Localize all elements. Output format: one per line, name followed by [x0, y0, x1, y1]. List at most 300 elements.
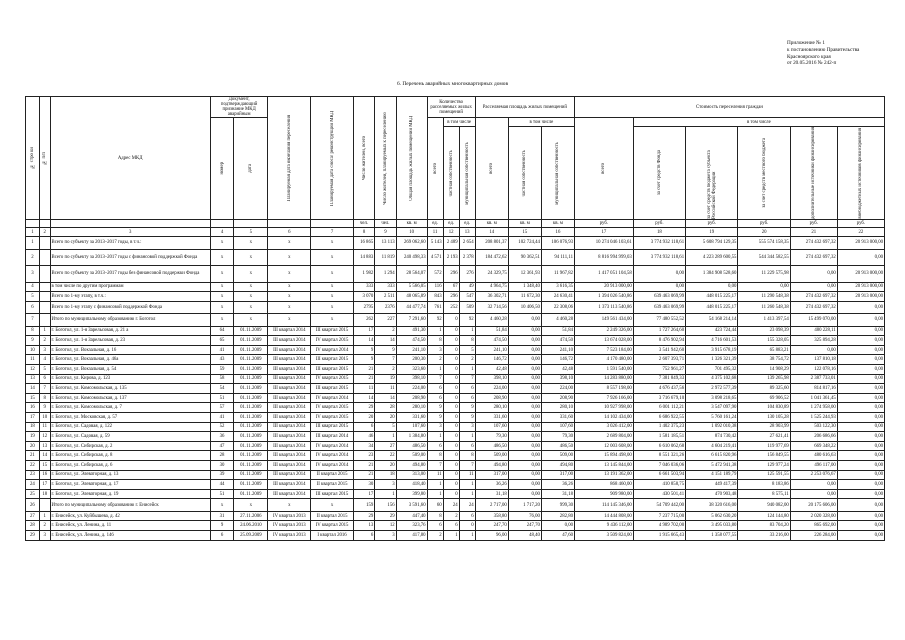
table-row — [26, 374, 885, 384]
table-cell: 480 616,63 — [790, 451, 837, 461]
table-cell: 18 — [26, 422, 40, 432]
table-cell: 4 989 702,00 — [633, 521, 685, 531]
table-cell: 2 654 — [459, 237, 475, 250]
col-header-area-private: частная собственность — [508, 127, 541, 220]
table-cell: 8 — [459, 336, 475, 346]
table-cell: 47 — [210, 441, 234, 451]
table-cell: x — [234, 499, 268, 512]
table-cell: 14 908,29 — [738, 365, 790, 375]
table-cell: 13 — [353, 521, 374, 531]
table-cell: 317,00 — [475, 470, 508, 480]
table-cell: 761 — [427, 301, 443, 314]
table-cell: 24 — [443, 499, 459, 512]
table-cell: 313,00 — [396, 470, 427, 480]
col-header-cost-total: всего — [575, 118, 634, 220]
table-cell: 11 819 — [375, 249, 396, 266]
address-cell: г. Боготол, ул. Вокзальная, д. 46а — [50, 355, 210, 365]
table-cell: 13 191 362,00 — [575, 470, 634, 480]
table-row — [26, 451, 885, 461]
table-cell: 2 249 326,00 — [575, 326, 634, 336]
table-cell: 418,40 — [396, 480, 427, 490]
table-cell: 54 709 442,00 — [633, 499, 685, 512]
table-cell: 7 — [427, 374, 443, 384]
col-header-residents-planned: Число жителей, планируемых к переселению — [375, 97, 396, 220]
table-cell: 10 927 998,00 — [575, 403, 634, 413]
table-cell: 868 460,00 — [575, 480, 634, 490]
table-cell: 20 175 606,00 — [790, 499, 837, 512]
table-cell: III квартал 2014 — [268, 422, 311, 432]
table-cell: 01.11.2009 — [234, 365, 268, 375]
table-cell: 2 387 733,01 — [790, 374, 837, 384]
table-cell: 6 — [353, 531, 374, 541]
table-cell: 76,00 — [508, 511, 541, 521]
table-cell: 01.11.2009 — [234, 384, 268, 394]
table-cell: 2 253 076,67 — [790, 470, 837, 480]
table-cell: 7 — [26, 314, 40, 327]
table-cell: 2 689 804,00 — [575, 432, 634, 442]
table-cell: 64 — [210, 326, 234, 336]
table-cell: 296 — [443, 292, 459, 302]
address-cell: г. Боготол, ул. 1-я Зарельсовая, д. 23 — [50, 336, 210, 346]
table-cell: 2 — [39, 336, 50, 346]
table-cell: 0 — [443, 374, 459, 384]
table-cell: 8 — [459, 451, 475, 461]
table-cell: 208,90 — [541, 393, 574, 403]
table-cell: 4 571 — [427, 249, 443, 266]
table-cell — [39, 314, 50, 327]
table-cell: 1 — [375, 432, 396, 442]
address-cell: г. Боготол, ул. Комсомольская, д. 135 — [50, 384, 210, 394]
address-cell: Всего по 1-му этапу с финансовой поддержкой Фонда — [50, 301, 210, 314]
address-cell: Всего по субъекту за 2013–2017 годы, в т.ч.: — [50, 237, 210, 250]
table-cell: 323,60 — [396, 365, 427, 375]
table-cell: 38 320 616,00 — [686, 499, 738, 512]
table-cell: 2795 — [353, 301, 374, 314]
table-cell: 0,00 — [837, 521, 884, 531]
table-cell: 9 — [459, 403, 475, 413]
col-header-planned-demolish: Планируемая дата сноса/ реконструкции МКД — [311, 97, 354, 220]
col-header-npp: № п/п — [39, 97, 50, 220]
table-cell: 01.11.2009 — [234, 413, 268, 423]
table-cell: 247,70 — [508, 521, 541, 531]
table-cell: 107,60 — [541, 422, 574, 432]
table-cell: 3 — [39, 345, 50, 355]
table-cell: 0 — [443, 355, 459, 365]
table-cell: 6 615 820,96 — [686, 451, 738, 461]
table-cell: 10 — [26, 345, 40, 355]
table-cell: 0,00 — [508, 470, 541, 480]
table-title: 6. Перечень аварийных многоквартирных домов — [396, 81, 509, 87]
table-cell: 92 — [427, 314, 443, 327]
column-number-cell: 4 — [210, 228, 234, 237]
table-cell: 83 704,20 — [738, 521, 790, 531]
table-body — [26, 237, 885, 541]
col-header-area-incl: в том числе — [508, 118, 574, 127]
table-cell: 0,00 — [508, 374, 541, 384]
table-cell: 1 — [459, 489, 475, 499]
table-cell: 5 — [26, 292, 40, 302]
table-cell: 6 — [427, 521, 443, 531]
table-cell: 1 — [26, 237, 40, 250]
table-cell: 01.11.2009 — [234, 451, 268, 461]
table-cell: 47,60 — [541, 531, 574, 541]
table-cell: 0,00 — [837, 511, 884, 521]
table-cell: 54 168 214,14 — [686, 314, 738, 327]
table-cell: 208,90 — [475, 393, 508, 403]
col-header-row-num: № стро ки — [26, 97, 40, 220]
table-cell: 65 883,21 — [738, 345, 790, 355]
table-cell: 410 858,75 — [633, 480, 685, 490]
table-row — [26, 292, 885, 302]
address-cell: г. Боготол, ул. Элеваторная, д. 19 — [50, 489, 210, 499]
table-cell: 156 849,55 — [738, 451, 790, 461]
table-cell: 01.11.2009 — [234, 480, 268, 490]
table-cell: 1 294 — [375, 266, 396, 283]
table-cell: x — [234, 249, 268, 266]
table-cell: 3 — [375, 480, 396, 490]
table-cell: 33 216,00 — [738, 531, 790, 541]
unit-cell: руб. — [575, 220, 634, 228]
table-row — [26, 249, 885, 266]
table-cell: 0 — [443, 432, 459, 442]
table-row — [26, 384, 885, 394]
table-cell: 42,48 — [475, 365, 508, 375]
table-cell: 44 477,74 — [396, 301, 427, 314]
table-cell: x — [268, 237, 311, 250]
col-header-residents: Число жителей, всего — [353, 97, 374, 220]
table-cell: x — [210, 301, 234, 314]
table-cell: x — [210, 314, 234, 327]
table-cell: 2 489 — [443, 237, 459, 250]
unit-cell: ед. — [459, 220, 475, 228]
table-cell: 331,60 — [475, 413, 508, 423]
table-cell: 6 — [459, 441, 475, 451]
table-cell: 129 977,24 — [738, 461, 790, 471]
table-cell: x — [210, 266, 234, 283]
table-cell: 0,00 — [508, 355, 541, 365]
table-cell: 4 676 437,56 — [633, 384, 685, 394]
table-cell: 139 265,98 — [738, 374, 790, 384]
table-cell: 49 — [459, 282, 475, 292]
table-cell: 0,00 — [508, 432, 541, 442]
table-cell: 1 525 244,93 — [790, 413, 837, 423]
table-cell: x — [234, 282, 268, 292]
table-cell: 1 — [459, 480, 475, 490]
table-cell: 0,00 — [837, 301, 884, 314]
table-cell: 0,00 — [633, 266, 685, 283]
table-cell: 24 630,41 — [541, 292, 574, 302]
table-cell: 1 — [427, 489, 443, 499]
table-cell: x — [210, 292, 234, 302]
table-cell: 36,26 — [475, 480, 508, 490]
table-cell: 8 575,11 — [738, 489, 790, 499]
table-cell: 20 913 000,00 — [837, 282, 884, 292]
col-header-nonbudget: внебюджетных источников финансирования — [837, 127, 884, 220]
table-cell: 01.11.2009 — [234, 470, 268, 480]
table-cell: 1 384 908 528,60 — [686, 266, 738, 283]
table-cell: 31 — [210, 511, 234, 521]
table-cell: 4 460,28 — [541, 314, 574, 327]
table-cell: 9 — [210, 521, 234, 531]
table-cell: 21 — [353, 365, 374, 375]
table-cell: III квартал 2014 — [268, 374, 311, 384]
table-cell: 106 076,93 — [541, 237, 574, 250]
table-row — [26, 355, 885, 365]
table-cell: 41 — [210, 413, 234, 423]
table-cell: 13 145 844,00 — [575, 461, 634, 471]
table-cell: 7 — [427, 461, 443, 471]
table-cell: 15 499 070,00 — [790, 314, 837, 327]
table-cell: 814 817,16 — [790, 384, 837, 394]
table-cell: 269 062,60 — [396, 237, 427, 250]
table-cell: 0,00 — [790, 266, 837, 283]
table-cell: 1 — [459, 531, 475, 541]
unit-cell: руб. — [790, 220, 837, 228]
table-cell: 447,40 — [396, 511, 427, 521]
table-row — [26, 282, 885, 292]
table-cell: 1 358 077,55 — [686, 531, 738, 541]
address-cell: г. Енисейск, ул. Ленина, д. 146 — [50, 531, 210, 541]
col-header-planned-end: Планируемая дата окончания переселения — [268, 97, 311, 220]
table-cell: IV квартал 2015 — [311, 374, 354, 384]
table-cell: 0,00 — [837, 384, 884, 394]
table-cell: 12 — [26, 365, 40, 375]
table-cell: 7 523 184,00 — [575, 345, 634, 355]
table-cell: 0,00 — [508, 393, 541, 403]
table-cell: 398,10 — [475, 374, 508, 384]
table-cell: 26 — [26, 499, 40, 512]
table-row — [26, 336, 885, 346]
table-row — [26, 365, 885, 375]
table-cell: 3 591,60 — [396, 499, 427, 512]
address-cell: г. Боготол, ул. Кирова, д. 123 — [50, 374, 210, 384]
table-cell: III квартал 2014 — [268, 403, 311, 413]
table-cell: 4 223 289 600,55 — [686, 249, 738, 266]
table-cell: 2 — [39, 521, 50, 531]
table-cell: 17 — [26, 413, 40, 423]
table-cell: 1 — [39, 511, 50, 521]
table-cell: x — [268, 314, 311, 327]
table-row — [26, 441, 885, 451]
column-number-cell: 21 — [790, 228, 837, 237]
table-cell: 280,10 — [541, 403, 574, 413]
table-cell: 146,72 — [541, 355, 574, 365]
emergency-houses-table — [25, 96, 885, 541]
table-cell: 13 — [39, 441, 50, 451]
table-cell: 89 325,60 — [738, 384, 790, 394]
address-cell: г. Боготол, ул. Московская, д. 57 — [50, 413, 210, 423]
table-cell — [39, 499, 50, 512]
table-cell: 398,10 — [541, 374, 574, 384]
unit-cell — [268, 220, 311, 228]
table-cell: 639 463 069,99 — [633, 301, 685, 314]
table-cell: III квартал 2015 — [311, 355, 354, 365]
table-cell: 58 — [210, 374, 234, 384]
table-cell: 46 — [353, 432, 374, 442]
table-cell: 1 717,20 — [508, 499, 541, 512]
table-cell: 7 237 715,00 — [633, 511, 685, 521]
table-cell: 79,30 — [475, 432, 508, 442]
table-cell: 104 830,89 — [738, 403, 790, 413]
column-number-cell: 7 — [311, 228, 354, 237]
table-cell: 0,00 — [837, 470, 884, 480]
table-cell: 48 065,89 — [396, 292, 427, 302]
table-cell: 331,60 — [396, 413, 427, 423]
table-cell: IV квартал 2014 — [311, 451, 354, 461]
table-cell: 5 062 630,20 — [686, 511, 738, 521]
table-cell: 0 — [459, 521, 475, 531]
unit-cell: чел. — [375, 220, 396, 228]
table-cell: 4 604 219,41 — [686, 441, 738, 451]
table-cell: 137 810,18 — [790, 355, 837, 365]
unit-cell: кв. м — [396, 220, 427, 228]
table-cell: 206 686,66 — [790, 432, 837, 442]
table-cell: 9 — [375, 345, 396, 355]
table-cell: 8 183,86 — [738, 480, 790, 490]
table-cell: 9 — [353, 345, 374, 355]
table-cell: 0,00 — [837, 355, 884, 365]
table-cell: 0 — [443, 461, 459, 471]
column-number-cell: 6 — [268, 228, 311, 237]
table-cell: 247,70 — [475, 521, 508, 531]
table-cell: 3 716 679,10 — [633, 393, 685, 403]
table-row — [26, 393, 885, 403]
table-cell: 38 754,72 — [738, 355, 790, 365]
table-cell: 12 — [39, 432, 50, 442]
table-cell: 2 — [26, 249, 40, 266]
table-cell: 1 274 958,00 — [790, 403, 837, 413]
table-cell: 2 607 393,71 — [633, 355, 685, 365]
column-number-cell: 14 — [475, 228, 508, 237]
table-row — [26, 511, 885, 521]
table-cell: 60 — [427, 499, 443, 512]
table-cell: x — [268, 282, 311, 292]
table-cell: 6 — [459, 511, 475, 521]
address-cell: г. Боготол, ул. 1-я Зарельсовая, д. 21 а — [50, 326, 210, 336]
table-cell: 30 — [353, 480, 374, 490]
table-cell: 280,10 — [396, 403, 427, 413]
table-cell: 0,00 — [508, 413, 541, 423]
table-cell: 9 — [459, 413, 475, 423]
table-cell: 5 — [39, 365, 50, 375]
table-cell: 2 717,00 — [475, 499, 508, 512]
table-cell: 0 — [443, 470, 459, 480]
table-cell: 323,76 — [396, 521, 427, 531]
table-cell: 2 — [427, 355, 443, 365]
table-cell — [39, 266, 50, 283]
table-cell: 0 — [443, 451, 459, 461]
table-cell: III квартал 2014 — [268, 489, 311, 499]
table-cell: 0 — [443, 314, 459, 327]
address-cell: г. Боготол, ул. Комсомольская, д. 137 — [50, 393, 210, 403]
table-cell: 20 913 000,00 — [575, 282, 634, 292]
table-cell: 2 — [375, 365, 396, 375]
table-cell: 27 — [26, 511, 40, 521]
appendix-line: Приложение № 1 — [787, 40, 825, 46]
table-cell: x — [311, 249, 354, 266]
column-number-cell: 2 — [39, 228, 50, 237]
table-cell: 0,00 — [508, 314, 541, 327]
table-cell: 1 591 540,00 — [575, 365, 634, 375]
table-cell: 12 — [375, 521, 396, 531]
table-cell: 0 — [443, 480, 459, 490]
table-cell: 1 041 361,45 — [790, 393, 837, 403]
table-cell: 669 348,22 — [790, 441, 837, 451]
table-cell: 17 — [353, 326, 374, 336]
table-cell: 32 714,56 — [475, 301, 508, 314]
table-cell: 224,00 — [396, 384, 427, 394]
table-cell: 2 — [443, 511, 459, 521]
table-cell: 18 — [39, 489, 50, 499]
table-cell: 7 046 036,06 — [633, 461, 685, 471]
table-cell: 6 001 112,21 — [633, 403, 685, 413]
table-cell: 14 — [353, 336, 374, 346]
table-cell: 7 — [375, 355, 396, 365]
table-cell: x — [210, 249, 234, 266]
table-cell: 1 384,80 — [396, 432, 427, 442]
table-cell: 11 290 548,38 — [738, 292, 790, 302]
table-cell: 1 — [39, 326, 50, 336]
table-cell: 999,30 — [541, 499, 574, 512]
table-cell: III квартал 2014 — [268, 413, 311, 423]
table-cell: 0,00 — [790, 489, 837, 499]
unit-cell — [39, 220, 50, 228]
table-cell: 5 — [459, 345, 475, 355]
table-cell: 20 913 000,00 — [837, 292, 884, 302]
table-cell: 0,00 — [837, 531, 884, 541]
table-cell: 28 — [26, 521, 40, 531]
table-cell: 01.11.2009 — [234, 374, 268, 384]
table-cell: 843 — [427, 292, 443, 302]
table-cell: 4 170 480,00 — [575, 355, 634, 365]
table-cell: 1 — [443, 531, 459, 541]
table-cell: 449 417,39 — [686, 480, 738, 490]
table-cell: 8 551 321,26 — [633, 451, 685, 461]
table-cell: x — [311, 292, 354, 302]
table-cell: 0,00 — [508, 489, 541, 499]
table-row — [26, 461, 885, 471]
table-row — [26, 314, 885, 327]
table-cell: 448 015 225,17 — [686, 292, 738, 302]
table-cell: III квартал 2014 — [268, 355, 311, 365]
table-row — [26, 403, 885, 413]
table-cell: 276 — [459, 266, 475, 283]
column-number-cell: 19 — [686, 228, 738, 237]
table-cell: 27.11.2006 — [234, 511, 268, 521]
table-cell: 39 — [210, 470, 234, 480]
table-cell: 3 — [459, 422, 475, 432]
table-cell: x — [210, 499, 234, 512]
column-number-cell: 22 — [837, 228, 884, 237]
table-cell: III квартал 2014 — [268, 432, 311, 442]
table-cell: 8 — [26, 326, 40, 336]
appendix-stamp — [787, 40, 887, 67]
unit-cell: ед. — [443, 220, 459, 228]
table-cell: x — [210, 237, 234, 250]
table-cell: 0,00 — [837, 365, 884, 375]
table-cell: 155 328,05 — [738, 336, 790, 346]
table-cell: 224,00 — [475, 384, 508, 394]
table-cell: 6 — [443, 521, 459, 531]
column-number-cell: 1 — [26, 228, 40, 237]
table-cell: 8 476 902,94 — [633, 336, 685, 346]
table-cell: 0,00 — [837, 422, 884, 432]
table-cell: 92 — [459, 314, 475, 327]
table-cell: 333 — [375, 282, 396, 292]
table-cell: 5 760 161,24 — [686, 413, 738, 423]
table-cell: III квартал 2015 — [311, 422, 354, 432]
table-cell: 01.11.2009 — [234, 461, 268, 471]
